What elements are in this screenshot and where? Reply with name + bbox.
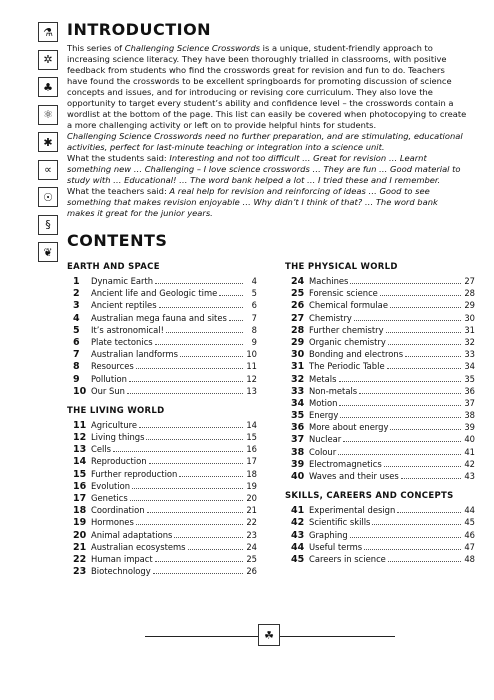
entry-page: 9 [251,336,257,347]
intro-paragraph-2-text: Challenging Science Crosswords need no further preparation, and are stimulating, educational activities, perfect for last-minute teaching or integration into a science unit. [67,131,463,152]
entry-page: 5 [251,288,257,299]
entry-title: Reproduction [91,456,147,467]
entry-number: 11 [73,419,87,431]
entry-title: Australian landforms [91,349,178,360]
entry-title: More about energy [309,422,389,433]
entry-number: 44 [291,541,305,553]
entry-title: Hormones [91,517,134,528]
entry-title: Plate tectonics [91,336,153,347]
entry-number: 1 [73,276,80,287]
leader-dots [339,404,461,406]
entry-number: 2 [73,288,80,300]
entry-number: 36 [291,422,305,434]
entry-number: 31 [291,361,305,373]
leader-dots [155,560,243,562]
side-icon-strip [38,22,58,270]
contents-entry [285,288,475,300]
entry-number: 26 [291,300,305,312]
entry-page: 41 [464,446,475,457]
contents-entry [285,361,475,373]
entry-page: 14 [246,419,257,430]
entry-number: 32 [291,373,305,385]
contents-entry [67,493,257,505]
entry-number: 38 [291,446,305,458]
entry-title: Animal adaptations [91,529,173,540]
entry-page: 45 [464,517,475,528]
contents-entry [285,398,475,410]
entry-number: 15 [73,468,87,480]
entry-number: 5 [73,324,80,336]
entry-number: 28 [291,324,305,336]
entry-page: 44 [464,505,475,516]
leader-dots [180,355,243,357]
contents-entry [285,447,475,459]
contents-entry [285,505,475,517]
contents-entry [67,456,257,468]
entry-number: 21 [73,541,87,553]
atom-icon: ⚛ [38,105,58,125]
entry-page: 36 [464,385,475,396]
contents-entry [67,505,257,517]
entry-number: 43 [291,529,305,541]
contents-entry [67,288,257,300]
entry-page: 26 [246,566,257,577]
entry-title: Ancient reptiles [91,300,157,311]
entry-number: 3 [73,300,80,312]
contents-entry [67,386,257,398]
contents-entry [285,530,475,542]
entry-page: 4 [251,276,257,286]
entry-page: 19 [246,480,257,491]
entry-page: 22 [246,517,257,528]
contents-entry [285,517,475,529]
contents-entry [285,337,475,349]
entry-page: 15 [246,432,257,443]
contents-entry [67,325,257,337]
entry-number: 17 [73,493,87,504]
contents-entry [67,337,257,349]
intro-paragraph-2 [67,131,467,153]
entry-number: 22 [73,553,87,565]
leader-dots [387,367,461,369]
entry-page: 23 [246,529,257,540]
entry-number: 20 [73,529,87,541]
contents-entry [67,361,257,373]
entry-title: Our Sun [91,385,125,396]
section-heading: EARTH AND SPACE [67,262,160,272]
contents-entry [285,422,475,434]
leader-dots [350,282,461,284]
leader-dots [390,306,461,308]
contents-entry [285,459,475,471]
leader-dots [384,465,461,467]
entry-page: 12 [246,373,257,384]
entry-number: 41 [291,505,305,517]
entry-title: Machines [309,276,349,286]
entry-page: 8 [251,324,257,335]
entry-page: 46 [464,529,475,540]
entry-page: 6 [251,300,257,311]
students-quotes: What the students said: Interesting and not too difficult … Great for revision … Learnt something new … Challenging – I love science crosswords … They are fun … Good material to study with … Educational! … The word bank helped a lot … I tried these and I remember. [67,153,461,185]
entry-number: 16 [73,480,87,492]
leader-dots [139,426,243,428]
leader-dots [343,440,461,442]
leader-dots [155,282,243,284]
entry-title: The Periodic Table [309,361,385,372]
contents-entry [67,313,257,325]
contents-entry [67,349,257,361]
bug-icon: ✱ [38,132,58,152]
entry-title: Bonding and electrons [309,349,404,360]
contents-entry [285,542,475,554]
entry-number: 27 [291,312,305,324]
entry-title: Energy [309,410,339,421]
leader-dots [132,487,243,489]
leader-dots [136,367,243,369]
entry-number: 33 [291,385,305,397]
contents-right-column [285,262,475,566]
entry-page: 28 [464,288,475,299]
entry-title: Pollution [91,373,127,384]
entry-page: 13 [246,385,257,396]
entry-title: Motion [309,397,338,408]
leader-dots [364,548,461,550]
leader-dots [390,428,461,430]
entry-page: 47 [464,541,475,552]
leader-dots [153,572,243,574]
entry-title: Genetics [91,493,128,503]
entry-title: Useful terms [309,541,363,552]
contents-entry [67,444,257,456]
contents-entry [285,276,475,288]
leader-dots [388,560,461,562]
entry-number: 40 [291,471,305,482]
entry-title: Graphing [309,529,348,540]
entry-page: 25 [246,553,257,564]
entry-number: 19 [73,517,87,529]
contents-entry [285,386,475,398]
entry-page: 18 [246,468,257,479]
entry-page: 33 [464,349,475,360]
entry-page: 21 [246,505,257,516]
contents-entry [67,420,257,432]
leader-dots [188,548,243,550]
entry-page: 20 [246,493,257,503]
entry-title: Cells [91,444,112,455]
leader-dots [149,462,243,464]
entry-page: 39 [464,422,475,433]
entry-page: 42 [464,458,475,469]
contents-entry [67,276,257,288]
entry-page: 40 [464,434,475,445]
entry-title: Human impact [91,553,153,564]
entry-title: Further reproduction [91,468,178,479]
entry-title: Evolution [91,480,131,491]
entry-number: 37 [291,434,305,446]
contents-entry [285,349,475,361]
tree-icon: ♣ [38,77,58,97]
introduction-block [67,20,467,256]
leader-dots [386,331,461,333]
entry-title: Scientific skills [309,517,371,528]
leader-dots [127,392,243,394]
contents-entry [67,530,257,542]
entry-page: 11 [246,361,257,372]
contents-entry [67,374,257,386]
entry-title: Coordination [91,505,145,516]
entry-page: 31 [464,324,475,335]
entry-title: Waves and their uses [309,471,399,481]
leader-dots [179,475,243,477]
contents-heading: CONTENTS [67,231,168,250]
contents-entry [67,517,257,529]
entry-title: Organic chemistry [309,336,386,347]
leader-dots [340,416,461,418]
entry-page: 24 [246,541,257,552]
leader-dots [405,355,461,357]
contents-left-column [67,262,257,578]
entry-title: Ancient life and Geologic time [91,288,218,299]
entry-number: 30 [291,349,305,361]
entry-page: 30 [464,312,475,323]
entry-page: 29 [464,300,475,311]
entry-number: 12 [73,432,87,444]
entry-number: 25 [291,288,305,300]
leader-dots [174,536,243,538]
entry-page: 34 [464,361,475,372]
entry-number: 35 [291,410,305,422]
leader-dots [113,450,243,452]
section-heading: THE PHYSICAL WORLD [285,262,398,272]
entry-number: 24 [291,276,305,287]
entry-number: 4 [73,312,80,324]
leader-dots [166,331,243,333]
entry-number: 13 [73,444,87,456]
entry-number: 34 [291,397,305,409]
molecule-icon: ✲ [38,50,58,70]
entry-page: 10 [246,349,257,360]
contents-entry [67,469,257,481]
contents-entry [285,325,475,337]
flask-icon: ⚗ [38,22,58,42]
contents-entry [67,300,257,312]
planet-icon: ☉ [38,187,58,207]
entry-title: Dynamic Earth [91,276,154,286]
entry-number: 14 [73,456,87,468]
leaf-icon: ❦ [38,242,58,262]
contents-entry [67,554,257,566]
leader-dots [339,380,462,382]
leader-dots [130,499,243,501]
leader-dots [147,511,243,513]
contents-entry [285,374,475,386]
entry-title: Careers in science [309,553,386,564]
entry-page: 37 [464,397,475,408]
section-heading: THE LIVING WORLD [67,405,165,416]
entry-number: 8 [73,361,80,373]
entry-title: Colour [309,446,337,457]
entry-page: 38 [464,410,475,421]
entry-number: 42 [291,517,305,529]
leader-dots [359,392,461,394]
leader-dots [401,477,461,479]
entry-number: 9 [73,373,80,385]
leader-dots [159,306,243,308]
entry-title: Chemistry [309,312,352,323]
entry-title: Metals [309,373,337,384]
leader-dots [397,511,461,513]
entry-title: Non-metals [309,385,358,396]
leader-dots [219,294,243,296]
entry-number: 10 [73,385,87,397]
contents-entry [67,566,257,578]
leader-dots [350,536,461,538]
entry-number: 39 [291,458,305,470]
entry-title: Chemical formulae [309,300,388,311]
entry-number: 7 [73,349,80,361]
contents-entry [67,432,257,444]
leader-dots [372,523,461,525]
contents-entry [67,542,257,554]
entry-number: 23 [73,566,87,578]
entry-title: Further chemistry [309,324,384,335]
dna-icon: § [38,215,58,235]
entry-title: Forensic science [309,288,378,299]
entry-page: 27 [464,276,475,286]
entry-title: Nuclear [309,434,342,445]
leader-dots [129,380,243,382]
entry-title: Electromagnetics [309,458,382,469]
entry-page: 43 [464,471,475,481]
contents-entry [67,481,257,493]
entry-title: It’s astronomical! [91,324,164,335]
entry-page: 17 [246,456,257,467]
entry-number: 29 [291,336,305,348]
entry-number: 6 [73,336,80,348]
contents-entry [285,313,475,325]
entry-page: 32 [464,336,475,347]
entry-title: Australian mega fauna and sites [91,312,227,323]
intro-paragraph-1: This series of Challenging Science Crosswords is a unique, student-friendly approach to increasing science literacy. They have been thoroughly trialled in classrooms, with positive feedback from students who find the crosswords great for revision and fun to do. Teachers have found the crosswords to be excellent springboards for promoting discussion of science concepts and issues, and for introducing or revising core curriculum. They also love the opportunity to target every student’s ability and confidence level – the crosswords contain a wordlist at the bottom of the page. This list can easily be covered when photocopying to create a more challenging activity or left on to provide helpful hints for students. [67,43,467,130]
leader-dots [380,294,461,296]
entry-number: 45 [291,553,305,565]
entry-number: 18 [73,505,87,517]
entry-title: Experimental design [309,505,396,516]
leader-dots [155,343,243,345]
entry-title: Australian ecosystems [91,541,186,552]
entry-page: 7 [251,312,257,323]
leader-dots [229,319,243,321]
entry-page: 35 [464,373,475,384]
entry-title: Agriculture [91,419,138,430]
leader-dots [146,438,243,440]
contents-entry [285,554,475,566]
fish-icon: ∝ [38,160,58,180]
entry-page: 48 [464,553,475,564]
introduction-heading: INTRODUCTION [67,20,212,39]
contents-entry [285,471,475,483]
teachers-quotes: What the teachers said: A real help for revision and reinforcing of ideas … Good to see something that makes revision enjoyable … Why didn’t I think of that? … The word bank makes it great for the junior years. [67,186,438,218]
contents-entry [285,434,475,446]
contents-entry [285,410,475,422]
entry-page: 16 [246,444,257,455]
entry-title: Resources [91,361,134,372]
leader-dots [388,343,461,345]
leader-dots [136,523,243,525]
entry-title: Living things [91,432,145,443]
contents-entry [285,300,475,312]
section-heading: SKILLS, CAREERS AND CONCEPTS [285,491,454,502]
leader-dots [354,319,461,321]
entry-title: Biotechnology [91,566,151,577]
science-icon: ☘ [258,624,280,646]
leader-dots [338,453,461,455]
